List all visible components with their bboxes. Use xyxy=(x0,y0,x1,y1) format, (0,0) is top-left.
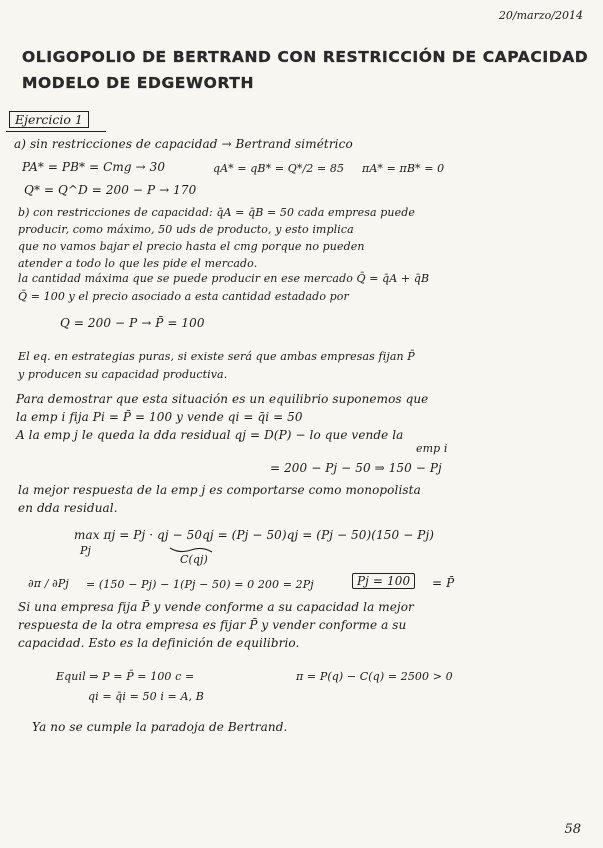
line-produce-capacity: y producen su capacidad productiva. xyxy=(18,368,228,381)
line-equilibrium-def-1: Si una empresa fija P̄ y vende conforme a su capacidad la mejor xyxy=(18,600,414,614)
line-equil-profit: π = P(q) − C(q) = 2500 > 0 xyxy=(296,670,453,683)
line-derivative: ∂π / ∂Pj xyxy=(28,577,69,590)
line-capacity-explanation-3: atender a todo lo que les pide el mercado. xyxy=(18,257,258,270)
line-capacity-explanation-2: que no vamos bajar el precio hasta el cmg porque no pueden xyxy=(18,240,365,253)
page-title: OLIGOPOLIO DE BERTRAND CON RESTRICCIÓN DE CAPACIDAD xyxy=(22,48,589,66)
line-max-quantity-price: Q̄ = 100 y el precio asociado a esta cantidad estadado por xyxy=(18,290,349,303)
exercise-label: Ejercicio 1 xyxy=(9,111,89,128)
line-residual-result: = 200 − Pj − 50 ⇒ 150 − Pj xyxy=(270,461,442,475)
line-best-response: la mejor respuesta de la emp j es comportarse como monopolista xyxy=(18,483,421,497)
line-demand-price: Q = 200 − P → P̄ = 100 xyxy=(60,316,205,330)
page-number: 58 xyxy=(564,822,581,837)
line-foc: = (150 − Pj) − 1(Pj − 50) = 0 200 = 2Pj xyxy=(86,578,314,591)
line-pure-strategy-eq: El eq. en estrategias puras, si existe será que ambas empresas fijan P̄ xyxy=(18,350,415,363)
line-demonstrate: Para demostrar que esta situación es un equilibrio suponemos que xyxy=(16,392,429,406)
line-residual-demand-cont: emp i xyxy=(416,442,448,455)
line-price-equilibrium: PA* = PB* = Cmg → 30 xyxy=(22,160,166,174)
line-equilibrium-def-3: capacidad. Esto es la definición de equilibrio. xyxy=(18,636,300,650)
line-conclusion: Ya no se cumple la paradoja de Bertrand. xyxy=(32,720,288,734)
line-max-subscript: Pj xyxy=(80,544,92,557)
boxed-optimal-price: Pj = 100 xyxy=(352,573,415,589)
line-cost-function: C(qj) xyxy=(180,553,208,566)
line-optimal-equals: = P̄ xyxy=(432,576,455,590)
line-capacity-explanation-1: producir, como máximo, 50 uds de producto, y esto implica xyxy=(18,223,354,236)
line-max-quantity: la cantidad máxima que se puede producir en ese mercado Q̄ = q̄A + q̄B xyxy=(18,272,430,285)
line-part-b: b) con restricciones de capacidad: q̄A = q̄B = 50 cada empresa puede xyxy=(18,206,415,219)
line-equilibrium-def-2: respuesta de la otra empresa es fijar P̄ y vender conforme a su xyxy=(18,618,407,632)
line-part-a: a) sin restricciones de capacidad → Bertrand simétrico xyxy=(14,137,353,151)
line-firm-i: la emp i fija Pi = P̄ = 100 y vende qi = q̄i = 50 xyxy=(16,410,303,424)
line-equil-price: Equil ⇒ P = P̄ = 100 c = xyxy=(56,670,195,683)
exercise-underline xyxy=(6,131,106,132)
line-residual-monopoly: en dda residual. xyxy=(18,501,118,515)
line-max-profit: max πj = Pj · qj − 50qj = (Pj − 50)qj = (Pj − 50)(150 − Pj) xyxy=(74,528,435,542)
line-total-quantity: Q* = Q^D = 200 − P → 170 xyxy=(24,183,197,197)
line-residual-demand: A la emp j le queda la dda residual qj = D(P) − lo que vende la xyxy=(16,428,404,442)
page-subtitle: MODELO DE EDGEWORTH xyxy=(22,74,255,92)
line-equil-quantity: qi = q̄i = 50 i = A, B xyxy=(88,690,204,703)
line-quantity-equilibrium: qA* = qB* = Q*/2 = 85 xyxy=(213,162,345,175)
date-stamp: 20/marzo/2014 xyxy=(498,9,583,22)
line-profit-equilibrium: πA* = πB* = 0 xyxy=(362,162,445,175)
